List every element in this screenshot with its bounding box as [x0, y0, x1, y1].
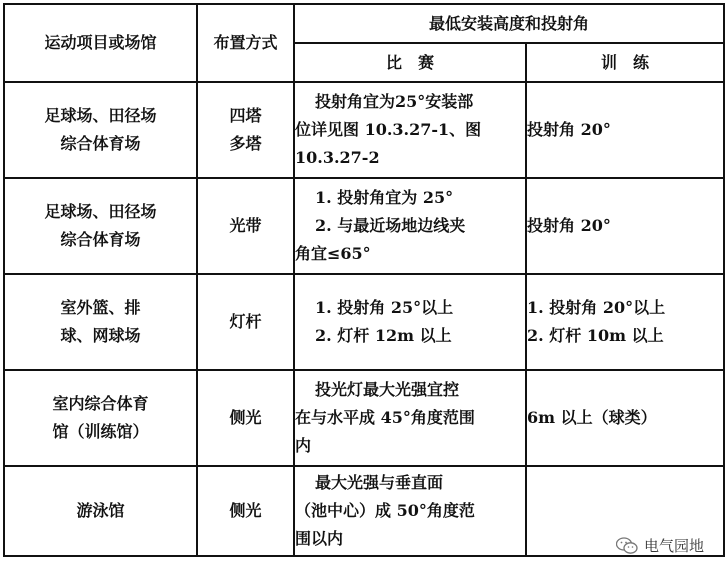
match-cell: 1. 投射角宜为 25° 2. 与最近场地边线夹 角宜≤65°	[294, 178, 526, 274]
match-cell: 1. 投射角 25°以上 2. 灯杆 12m 以上	[294, 274, 526, 370]
header-match: 比 赛	[294, 43, 526, 82]
training-cell: 6m 以上（球类）	[526, 370, 724, 466]
layout-cell: 光带	[197, 178, 294, 274]
training-cell: 1. 投射角 20°以上 2. 灯杆 10m 以上	[526, 274, 724, 370]
venue-cell: 游泳馆	[4, 466, 197, 556]
watermark-text: 电气园地	[643, 537, 704, 555]
match-cell: 最大光强与垂直面 （池中心）成 50°角度范 围以内	[294, 466, 526, 556]
table-row	[4, 82, 724, 178]
spec-table	[3, 3, 725, 557]
layout-cell: 侧光	[197, 466, 294, 556]
venue-cell: 足球场、田径场 综合体育场	[4, 178, 197, 274]
watermark	[616, 535, 704, 556]
layout-cell: 侧光	[197, 370, 294, 466]
layout-cell: 灯杆	[197, 274, 294, 370]
venue-cell: 足球场、田径场 综合体育场	[4, 82, 197, 178]
layout-cell: 四塔 多塔	[197, 82, 294, 178]
training-cell: 投射角 20°	[526, 82, 724, 178]
header-training: 训 练	[526, 43, 724, 82]
table-row	[4, 178, 724, 274]
venue-cell: 室内综合体育 馆（训练馆）	[4, 370, 197, 466]
header-height-angle: 最低安装高度和投射角	[294, 4, 724, 43]
match-cell: 投光灯最大光强宜控 在与水平成 45°角度范围 内	[294, 370, 526, 466]
header-venue: 运动项目或场馆	[4, 4, 197, 82]
match-cell: 投射角宜为25°安装部 位详见图 10.3.27-1、图 10.3.27-2	[294, 82, 526, 178]
wechat-icon	[616, 537, 638, 555]
table-row	[4, 274, 724, 370]
venue-cell: 室外篮、排 球、网球场	[4, 274, 197, 370]
training-cell: 投射角 20°	[526, 178, 724, 274]
table-row	[4, 370, 724, 466]
header-layout: 布置方式	[197, 4, 294, 82]
